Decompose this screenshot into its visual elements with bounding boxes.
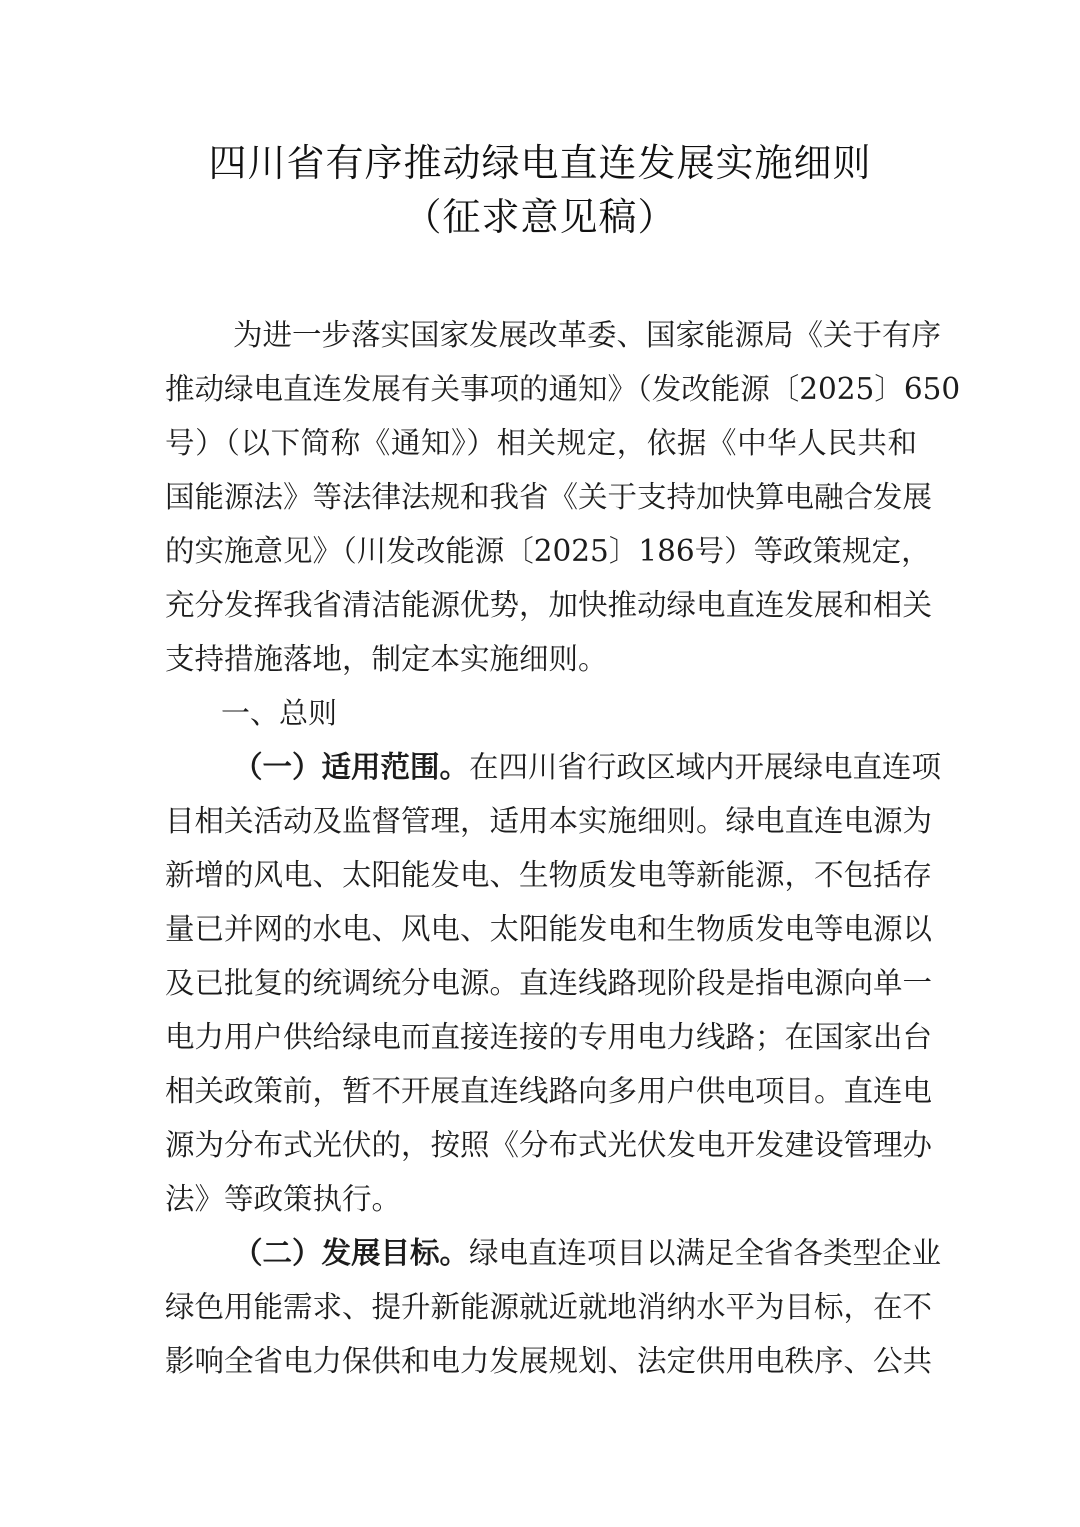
item1-line: 相关政策前，暂不开展直连线路向多用户供电项目。直连电 <box>165 1074 933 1108</box>
item1-line: 及已批复的统调统分电源。直连线路现阶段是指电源向单一 <box>165 966 933 1000</box>
item1-line: 新增的风电、太阳能发电、生物质发电等新能源，不包括存 <box>165 858 933 892</box>
preamble-line: 国能源法》等法律法规和我省《关于支持加快算电融合发展 <box>165 480 933 514</box>
preamble-line: 号）（以下简称《通知》）相关规定，依据《中华人民共和 <box>165 426 917 460</box>
item1-line: 电力用户供给绿电而直接连接的专用电力线路；在国家出台 <box>165 1020 933 1054</box>
document-subtitle: （征求意见稿） <box>403 195 677 239</box>
item2-line: 绿色用能需求、提升新能源就近就地消纳水平为目标，在不 <box>165 1290 933 1324</box>
preamble-line: 的实施意见》（川发改能源〔2025〕186号）等政策规定， <box>165 534 931 568</box>
preamble-line: 支持措施落地，制定本实施细则。 <box>165 642 608 676</box>
item1-first-line <box>165 740 942 794</box>
preamble-line: 推动绿电直连发展有关事项的通知》（发改能源〔2025〕650 <box>165 372 961 406</box>
item1-line: 目相关活动及监督管理，适用本实施细则。绿电直连电源为 <box>165 804 933 838</box>
item1-first-line-text: 在四川省行政区域内开展绿电直连项 <box>469 750 942 784</box>
item1-lead: （一）适用范围。 <box>233 749 470 784</box>
section-heading: 一、总则 <box>221 696 338 730</box>
item1-line: 量已并网的水电、风电、太阳能发电和生物质发电等电源以 <box>165 912 933 946</box>
document-title: 四川省有序推动绿电直连发展实施细则 <box>208 141 872 185</box>
document-body <box>165 308 961 1388</box>
item2-line: 影响全省电力保供和电力发展规划、法定供用电秩序、公共 <box>165 1344 933 1378</box>
item1-line: 源为分布式光伏的，按照《分布式光伏发电开发建设管理办 <box>165 1128 933 1162</box>
item2-first-line <box>165 1226 942 1280</box>
item2-first-line-text: 绿电直连项目以满足全省各类型企业 <box>469 1236 942 1270</box>
preamble-line: 为进一步落实国家发展改革委、国家能源局《关于有序 <box>233 318 942 352</box>
item1-line: 法》等政策执行。 <box>165 1182 402 1216</box>
item2-lead: （二）发展目标。 <box>233 1235 470 1270</box>
preamble-line: 充分发挥我省清洁能源优势，加快推动绿电直连发展和相关 <box>165 588 933 622</box>
